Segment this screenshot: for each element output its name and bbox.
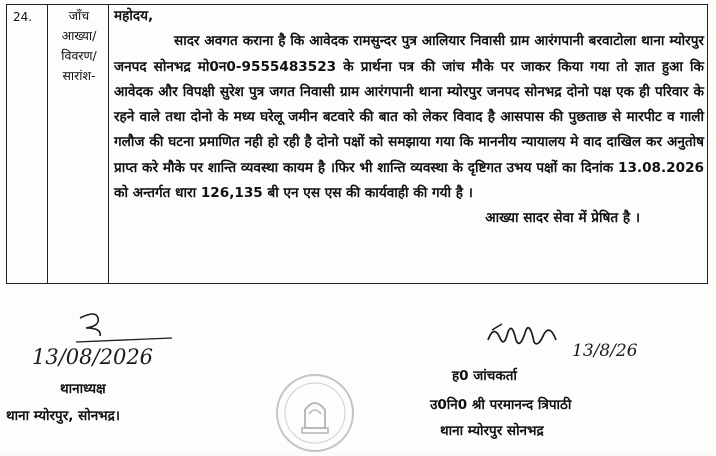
station-officer-designation: थानाध्यक्ष [60,381,106,397]
investigator-office: थाना म्योरपुर सोनभद्र [440,423,544,439]
column-label-line: सारांश- [62,68,96,83]
report-paragraph: सादर अवगत कराना है कि आवेदक रामसुन्दर पुत्र आलियार निवासी ग्राम आरंगपानी बरवाटोला थाना म्योरपुर जनपद सोनभद्र मो0न0-9555483523 के प्रार्थना पत्र की जांच मौके पर जाकर किया गया तो ज्ञात हुआ कि आवेदक और विपक्षी सुरेश पुत्र जगत निवासी ग्राम आरंगपानी थाना म्योरपुर जनपद सोनभद्र दोनो पक्ष एक ही परिवार के रहने वाले तथा दोनो के मध्य घरेलू जमीन बटवारे की बात को लेकर विवाद है आसपास की पुछताछ से मारपीट व गाली गलौज की घटना प्रमाणित नही हो रही है दोनो पक्षों को समझाया गया कि माननीय न्यायालय मे वाद दाखिल कर अनुतोष प्राप्त करे मौके पर शान्ति व्यवस्था कायम है ।फिर भी शान्ति व्यवस्था के दृष्टिगत उभय पक्षों का दिनांक 13.08.2026 को अन्तर्गत धारा 126,135 बी एन एस एस की कार्यवाही की गयी है । [114,33,704,202]
column-label-line: जाँच [68,8,90,23]
emblem-stamp [272,370,358,456]
table-divider-serial [47,4,48,284]
investigator-name: उ0नि0 श्री परमानन्द त्रिपाठी [430,397,572,413]
station-office-name: थाना म्योरपुर, सोनभद्र। [6,408,120,424]
column-label [52,6,106,86]
investigator-label: ह0 जांचकर्ता [452,368,517,384]
closing-line: आख्या सादर सेवा में प्रेषित है । [485,210,640,227]
report-body [114,4,704,232]
station-officer-signature [30,310,200,370]
column-label-line: आख्या/ [61,28,97,43]
signature-date-left: 13/08/2026 [32,345,154,369]
serial-number: 24. [13,10,33,24]
investigator-block [430,392,571,444]
signature-date-right: 13/8/26 [572,341,638,361]
table-divider-label [108,4,109,284]
salutation: महोदय, [114,8,154,24]
investigator-signature [480,318,640,368]
column-label-line: विवरण/ [61,48,97,63]
station-officer-block [6,376,120,430]
